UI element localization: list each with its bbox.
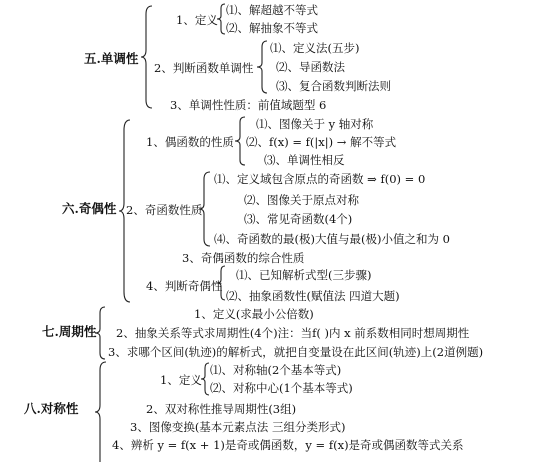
parity-item-abstract-function: ⑵、抽象函数性(赋值法 四道大题) [226,289,400,303]
brace-parity-judge [216,265,226,301]
period-item-definition: 1、定义(求最小公倍数) [194,307,314,321]
parity-item-opposite-monotonicity: ⑶、单调性相反 [264,153,345,167]
brace-mono-definition [216,3,226,35]
section-title-periodicity: 七.周期性 [42,324,97,339]
mono-item-definition: 1、定义 [176,13,218,27]
brace-sym-definition [200,362,210,396]
parity-item-abs-inequality: ⑵、f(x) = f(|x|) → 解不等式 [246,135,397,149]
brace-symmetry [94,360,108,464]
parity-item-combined-properties: 3、奇偶函数的综合性质 [182,251,305,265]
parity-item-origin-symmetry: ⑵、图像关于原点对称 [244,193,359,207]
brace-periodicity [94,306,106,360]
mono-item-transcendental-inequality: ⑴、解超越不等式 [226,3,318,17]
brace-monotonicity [140,4,154,110]
mono-item-definition-method: ⑴、定义法(五步) [270,41,360,55]
period-item-abstract-relation: 2、抽象关系等式求周期性(4个)注：当f( )内 x 前系数相同时想周期性 [116,326,470,340]
mono-item-composite-rule: ⑶、复合函数判断法则 [276,79,391,93]
parity-item-odd-origin: ⑴、定义域包含原点的奇函数 ⇒ f(0) = 0 [214,172,426,186]
parity-item-common-odd: ⑶、常见奇函数(4个) [244,212,353,226]
parity-item-even-properties: 1、偶函数的性质 [146,135,234,149]
mono-item-abstract-inequality: ⑵、解抽象不等式 [226,21,318,35]
parity-item-known-expression: ⑴、已知解析式型(三步骤) [236,268,372,282]
sym-item-center: ⑵、对称中心(1个基本等式) [210,381,353,395]
parity-item-y-axis-symmetry: ⑴、图像关于 y 轴对称 [256,117,374,131]
sym-item-distinguish: 4、辨析 y = f(x + 1)是奇或偶函数，y = f(x)是奇或偶函数等式关系 [112,438,464,452]
parity-item-judge: 4、判断奇偶性 [146,279,223,293]
sym-item-axis: ⑴、对称轴(2个基本等式) [210,363,342,377]
sym-item-double-symmetry: 2、双对称性推导周期性(3组) [146,402,297,416]
section-title-symmetry: 八.对称性 [24,401,79,416]
sym-item-graph-transform: 3、图像变换(基本元素点法 三组分类形式) [130,420,346,434]
mono-item-derivative-method: ⑵、导函数法 [276,60,345,74]
section-title-monotonicity: 五.单调性 [84,51,139,66]
brace-parity-odd [198,171,212,247]
brace-mono-judge [256,40,268,94]
brace-parity-even [234,116,246,166]
mono-item-property: 3、单调性性质：前值域题型 6 [170,98,327,112]
parity-item-odd-properties: 2、奇函数性质 [126,203,203,217]
sym-item-definition: 1、定义 [160,373,202,387]
section-title-parity: 六.奇偶性 [62,201,117,216]
parity-item-extreme-sum: ⑷、奇函数的最(极)大值与最(极)小值之和为 0 [214,232,450,246]
period-item-interval-expression: 3、求哪个区间(轨迹)的解析式，就把自变量设在此区间(轨迹)上(2道例题) [108,345,484,359]
mono-item-judge-monotonicity: 2、判断函数单调性 [154,61,254,75]
